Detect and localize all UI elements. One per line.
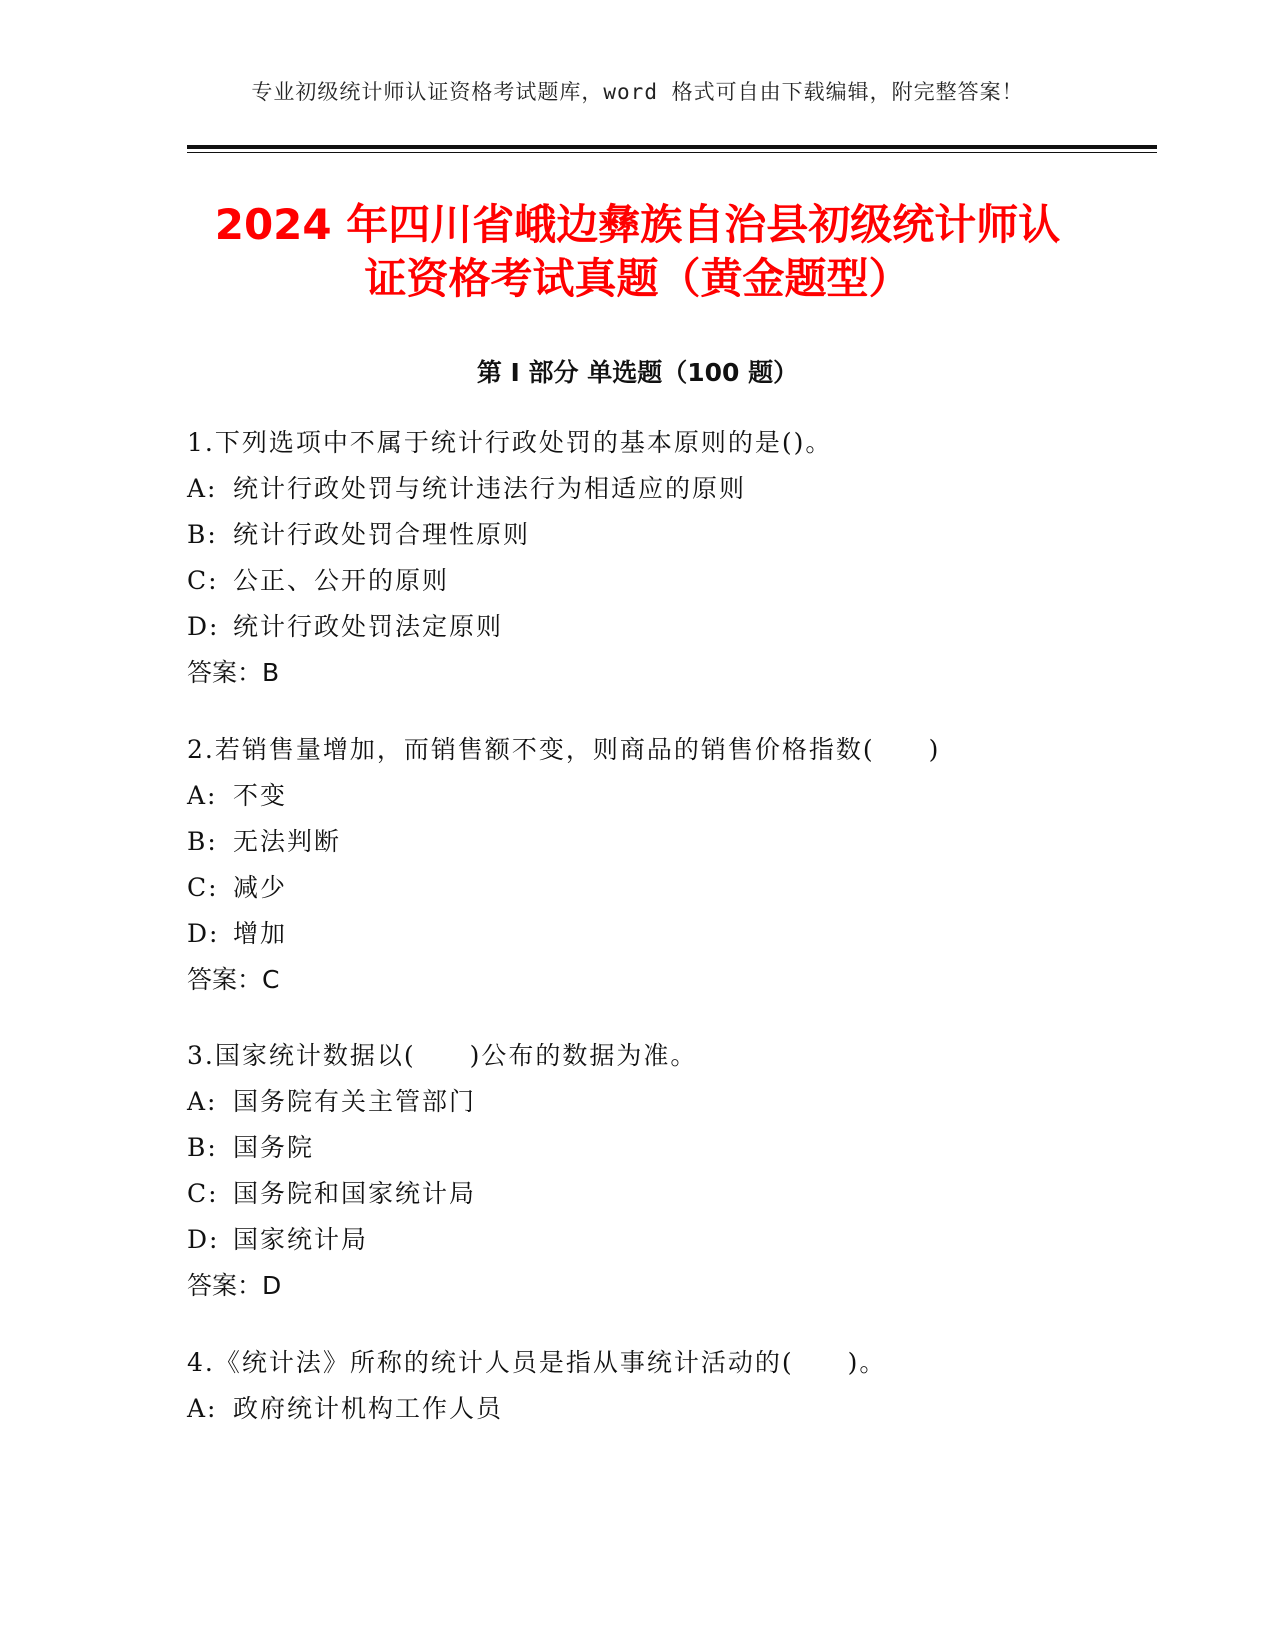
option-d xyxy=(187,911,1137,957)
question-stem: 4.《统计法》所称的统计人员是指从事统计活动的( )。 xyxy=(187,1348,887,1377)
option-d xyxy=(187,1217,1137,1263)
option-text: 统计行政处罚与统计违法行为相适应的原则 xyxy=(233,474,747,503)
option-letter: A: xyxy=(187,1394,218,1423)
header-note: 专业初级统计师认证资格考试题库，word 格式可自由下载编辑，附完整答案！ xyxy=(251,80,1024,104)
option-text: 国务院有关主管部门 xyxy=(233,1087,477,1116)
option-c xyxy=(187,558,1137,604)
option-c xyxy=(187,1171,1137,1217)
option-letter: D: xyxy=(187,612,220,641)
question-3 xyxy=(187,1033,1137,1309)
option-letter: C: xyxy=(187,873,219,902)
option-text: 国务院和国家统计局 xyxy=(233,1179,477,1208)
option-text: 统计行政处罚法定原则 xyxy=(233,612,504,641)
option-b xyxy=(187,1125,1137,1171)
question-1 xyxy=(187,420,1137,696)
question-4 xyxy=(187,1340,1137,1432)
option-text: 无法判断 xyxy=(233,827,342,856)
option-letter: B: xyxy=(187,827,218,856)
option-a xyxy=(187,773,1137,819)
option-text: 减少 xyxy=(233,873,288,902)
question-2 xyxy=(187,727,1137,1003)
option-letter: A: xyxy=(187,1087,218,1116)
option-text: 统计行政处罚合理性原则 xyxy=(233,520,531,549)
title-line-2: 证资格考试真题（黄金题型） xyxy=(364,254,911,303)
option-text: 国家统计局 xyxy=(233,1225,369,1254)
question-stem: 1.下列选项中不属于统计行政处罚的基本原则的是()。 xyxy=(187,428,833,457)
option-a xyxy=(187,1079,1137,1125)
option-letter: A: xyxy=(187,781,218,810)
option-c xyxy=(187,865,1137,911)
answer: 答案：C xyxy=(187,965,280,994)
title-line-1: 2024 年四川省峨边彝族自治县初级统计师认 xyxy=(214,200,1061,249)
section-heading: 第 I 部分 单选题（100 题） xyxy=(476,358,799,387)
document-title xyxy=(150,198,1125,306)
option-b xyxy=(187,512,1137,558)
option-letter: D: xyxy=(187,1225,220,1254)
option-b xyxy=(187,819,1137,865)
option-letter: B: xyxy=(187,1133,218,1162)
header-rule-thin xyxy=(187,152,1157,153)
answer: 答案：D xyxy=(187,1271,282,1300)
question-stem: 3.国家统计数据以( )公布的数据为准。 xyxy=(187,1041,698,1070)
option-letter: D: xyxy=(187,919,220,948)
option-a xyxy=(187,466,1137,512)
option-d xyxy=(187,604,1137,650)
option-letter: A: xyxy=(187,474,218,503)
option-text: 增加 xyxy=(233,919,288,948)
option-text: 国务院 xyxy=(233,1133,315,1162)
option-letter: C: xyxy=(187,1179,219,1208)
option-letter: C: xyxy=(187,566,219,595)
question-stem: 2.若销售量增加，而销售额不变，则商品的销售价格指数( ) xyxy=(187,735,941,764)
option-a xyxy=(187,1386,1137,1432)
option-text: 政府统计机构工作人员 xyxy=(233,1394,504,1423)
answer: 答案：B xyxy=(187,658,280,687)
option-text: 不变 xyxy=(233,781,288,810)
option-letter: B: xyxy=(187,520,218,549)
header-rule-thick xyxy=(187,145,1157,149)
option-text: 公正、公开的原则 xyxy=(233,566,450,595)
